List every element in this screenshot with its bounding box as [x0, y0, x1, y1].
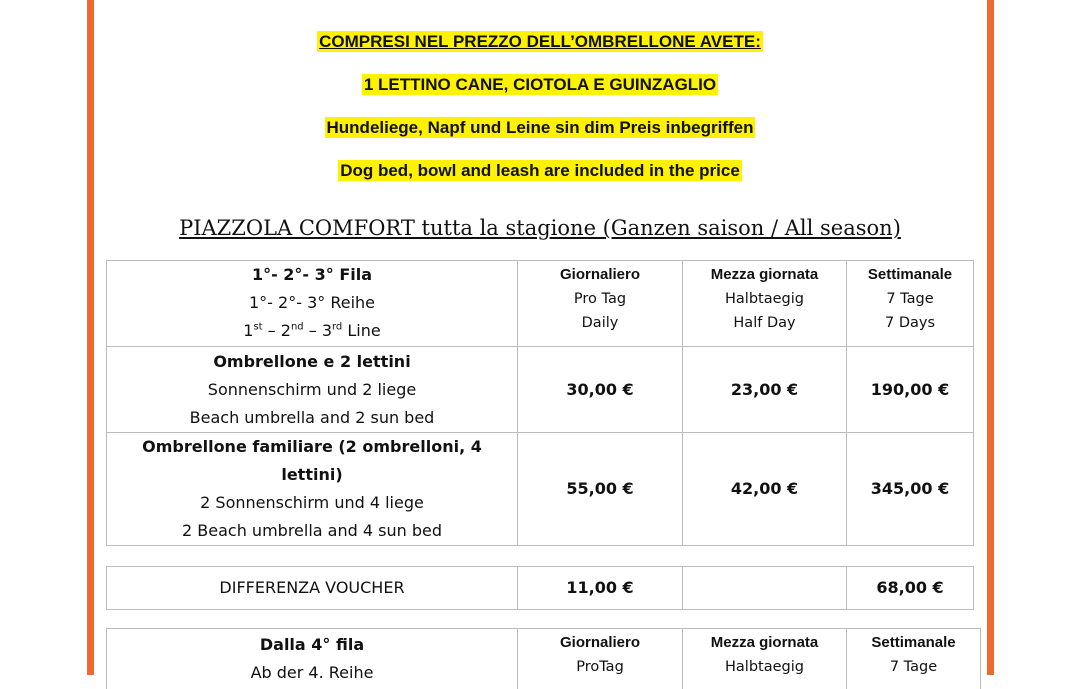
price-half-day: 23,00 € — [683, 347, 847, 433]
row-label-cell: Ombrellone familiare (2 ombrelloni, 4 lettini) 2 Sonnenschirm und 4 liege 2 Beach umbrella and 4 sun bed — [107, 433, 518, 546]
rows-header-de: 1°- 2°- 3° Reihe — [248, 293, 375, 312]
rows-header-en: 1st – 2nd – 3rd Line — [243, 321, 381, 340]
included-items-de: Hundeliege, Napf und Leine sin dim Preis inbegriffen — [326, 118, 754, 137]
table-row — [107, 433, 974, 546]
price-table-comfort — [106, 260, 974, 546]
voucher-half-day — [683, 567, 847, 610]
voucher-row — [107, 567, 974, 610]
row-label-cell: Ombrellone e 2 lettini Sonnenschirm und 2 liege Beach umbrella and 2 sun bed — [107, 347, 518, 433]
table-header-row — [107, 629, 981, 689]
column-header-weekly: Settimanale 7 Tage 7 Days — [847, 261, 974, 347]
voucher-label: DIFFERENZA VOUCHER — [107, 567, 518, 610]
price-weekly: 345,00 € — [847, 433, 974, 546]
page-border-right — [987, 0, 994, 675]
price-weekly: 190,00 € — [847, 347, 974, 433]
voucher-daily: 11,00 € — [518, 567, 683, 610]
price-daily: 30,00 € — [518, 347, 683, 433]
column-header-half-day: Mezza giornata Halbtaegig — [683, 629, 847, 689]
rows-header-it: Dalla 4° fila — [259, 635, 365, 654]
rows-header-it: 1°- 2°- 3° Fila — [251, 265, 373, 284]
column-header-daily: Giornaliero ProTag — [518, 629, 683, 689]
included-items-en: Dog bed, bowl and leash are included in the price — [340, 161, 740, 180]
table-row — [107, 347, 974, 433]
included-heading: COMPRESI NEL PREZZO DELL’OMBRELLONE AVETE: — [319, 32, 761, 51]
page-border-left — [87, 0, 94, 675]
column-header-half-day: Mezza giornata Halbtaegig Half Day — [683, 261, 847, 347]
voucher-weekly: 68,00 € — [847, 567, 974, 610]
rows-header-de: Ab der 4. Reihe — [250, 663, 374, 682]
price-table-4th-row — [106, 628, 981, 689]
price-half-day: 42,00 € — [683, 433, 847, 546]
price-daily: 55,00 € — [518, 433, 683, 546]
column-header-weekly: Settimanale 7 Tage — [847, 629, 981, 689]
table-header-row — [107, 261, 974, 347]
section-title: PIAZZOLA COMFORT tutta la stagione (Ganzen saison / All season) — [179, 216, 901, 240]
column-header-daily: Giornaliero Pro Tag Daily — [518, 261, 683, 347]
rows-header-cell — [107, 261, 518, 347]
voucher-table — [106, 566, 974, 610]
included-items-it: 1 LETTINO CANE, CIOTOLA E GUINZAGLIO — [363, 75, 717, 94]
rows-header-cell — [107, 629, 518, 689]
